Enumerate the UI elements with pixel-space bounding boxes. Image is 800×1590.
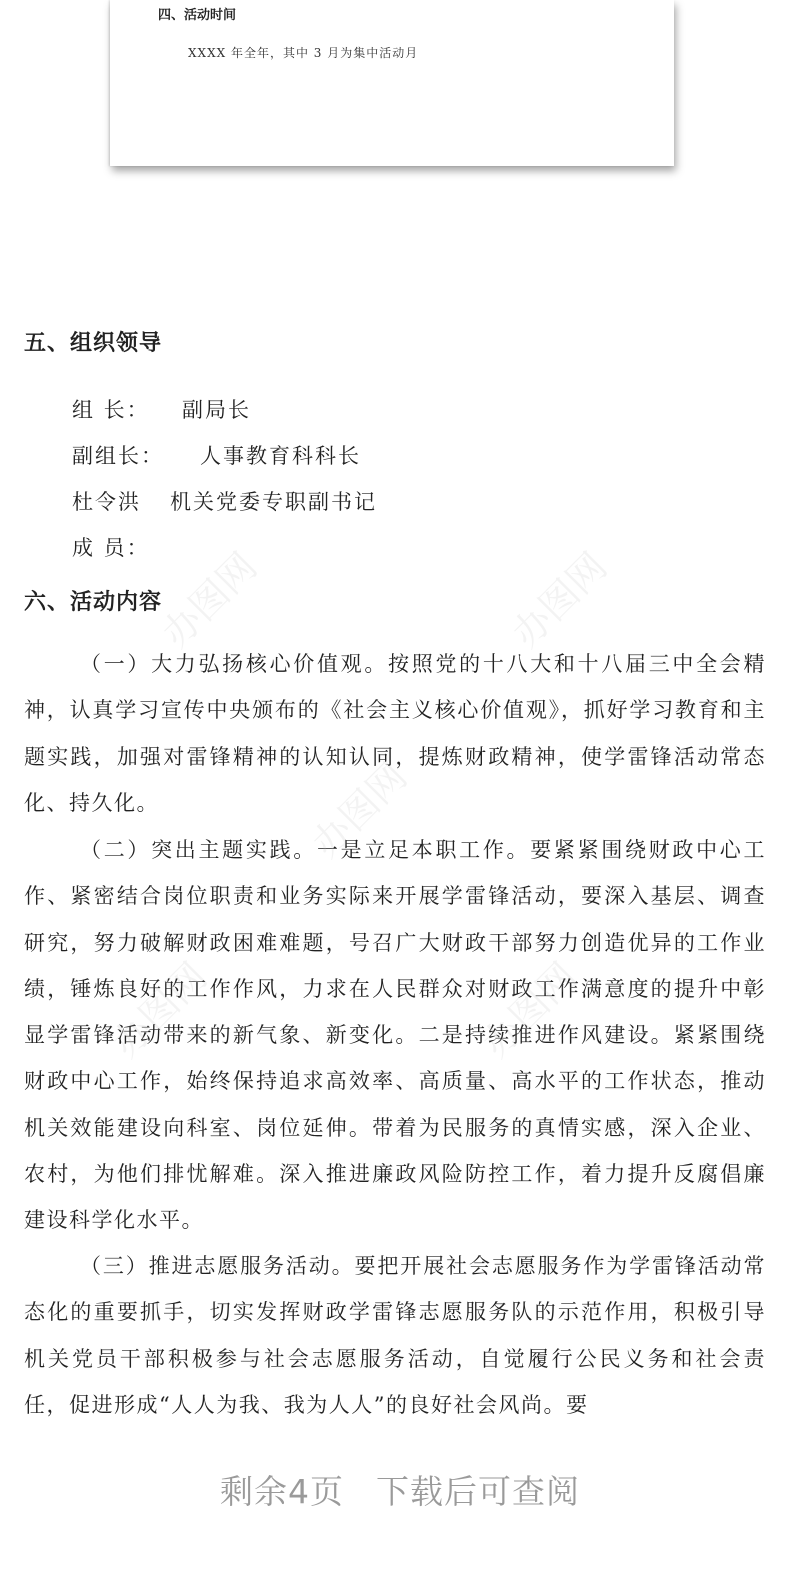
remaining-pages-text: 剩余4页 (220, 1472, 344, 1511)
leader-name: 人事教育科科长 (200, 444, 361, 468)
watermark: 办图网 (103, 954, 216, 1066)
download-hint-text: 下载后可查阅 (376, 1472, 580, 1511)
leader-role: 组 长： (72, 398, 150, 422)
preview-text: XXXX 年全年，其中 3 月为集中活动月 (188, 46, 419, 60)
section-heading-leadership: 五、组织领导 (24, 331, 163, 356)
leader-role: 杜令洪 (72, 490, 141, 514)
paragraph-1: （一）大力弘扬核心价值观。按照党的十八大和十八届三中全会精神，认真学习宣传中央颁布的《社会主义核心价值观》，抓好学习教育和主题实践，加强对雷锋精神的认知认同，提炼财政精神，使学雷锋活动常态化、持久化。 (24, 652, 766, 815)
download-banner[interactable] (0, 1466, 800, 1513)
preview-heading: 四、活动时间 (158, 8, 237, 23)
page-preview-card (110, 0, 674, 166)
paragraph-3: （三）推进志愿服务活动。要把开展社会志愿服务作为学雷锋活动常态化的重要抓手，切实发挥财政学雷锋志愿服务队的示范作用，积极引导机关党员干部积极参与社会志愿服务活动，自觉履行公民义务和社会责任，促进形成“人人为我、我为人人”的良好社会风尚。要 (24, 1254, 766, 1417)
leader-row (72, 486, 377, 516)
watermark: 办图网 (503, 544, 616, 656)
leader-row (72, 532, 150, 562)
watermark: 办图网 (153, 544, 266, 656)
watermark: 办图网 (303, 754, 416, 866)
leader-row (72, 394, 251, 424)
leader-role: 成 员： (72, 536, 150, 560)
leader-name: 机关党委专职副书记 (170, 490, 377, 514)
paragraph-2: （二）突出主题实践。一是立足本职工作。要紧紧围绕财政中心工作、紧密结合岗位职责和业务实际来开展学雷锋活动，要深入基层、调查研究，努力破解财政困难难题，号召广大财政干部努力创造优异的工作业绩，锤炼良好的工作作风，力求在人民群众对财政工作满意度的提升中彰显学雷锋活动带来的新气象、新变化。二是持续推进作风建设。紧紧围绕财政中心工作，始终保持追求高效率、高质量、高水平的工作状态，推动机关效能建设向科室、岗位延伸。带着为民服务的真情实感，深入企业、农村，为他们排忧解难。深入推进廉政风险防控工作，着力提升反腐倡廉建设科学化水平。 (24, 838, 766, 1233)
leader-name: 副局长 (182, 398, 251, 422)
watermark: 办图网 (473, 954, 586, 1066)
leader-row (72, 440, 361, 470)
leader-role: 副组长： (72, 444, 164, 468)
section-heading-content: 六、活动内容 (24, 590, 163, 615)
